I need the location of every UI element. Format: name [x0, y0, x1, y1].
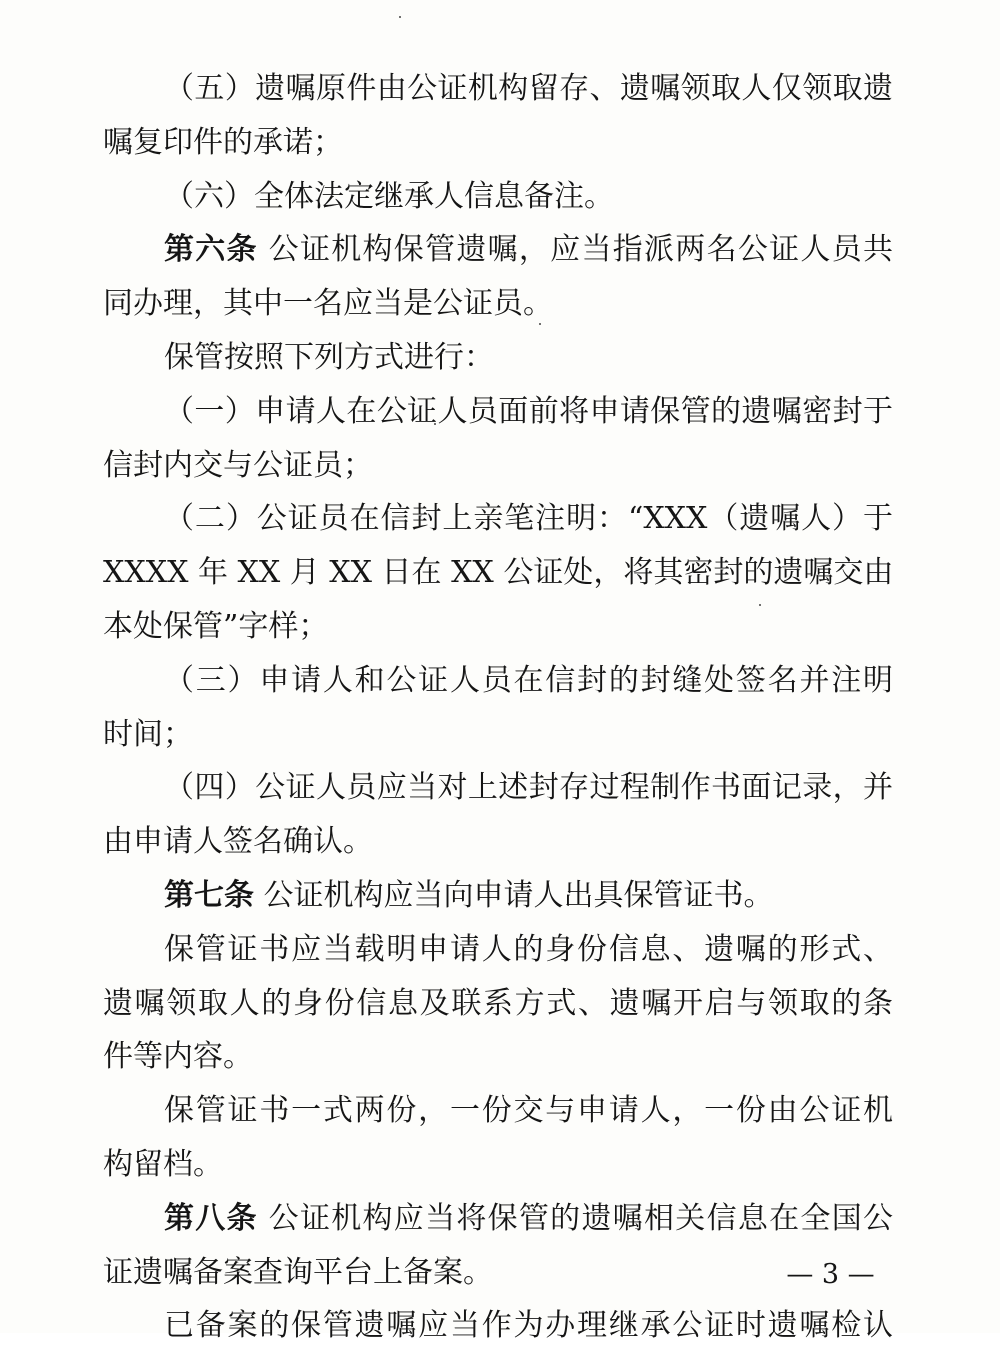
- text-line: （五）遗嘱原件由公证机构留存、遗嘱领取人仅领取遗: [164, 71, 893, 106]
- article-text: 公证机构应当向申请人出具保管证书。: [254, 877, 774, 913]
- text-line: 保管按照下列方式进行：: [164, 339, 494, 375]
- page-number: — 3 —: [786, 1259, 875, 1290]
- text-line: 件等内容。: [103, 1039, 253, 1075]
- text-line: 保管证书应当载明申请人的身份信息、遗嘱的形式、: [164, 931, 893, 967]
- text-line: （四）公证人员应当对上述封存过程制作书面记录，并: [164, 770, 893, 806]
- article-heading: 第八条: [164, 1200, 258, 1236]
- text-line: 证遗嘱备案查询平台上备案。: [103, 1254, 493, 1290]
- text-line: （一）申请人在公证人员面前将申请保管的遗嘱密封于: [164, 393, 893, 429]
- text-line: （二）公证员在信封上亲笔注明：“XXX（遗嘱人）于: [164, 501, 893, 537]
- text-line: [103, 1192, 893, 1246]
- scan-speck: [399, 16, 401, 18]
- text-line: 嘱复印件的承诺；: [103, 124, 343, 160]
- article-text: 公证机构保管遗嘱，应当指派两名公证人员共: [257, 232, 893, 268]
- text-line: 构留档。: [103, 1146, 223, 1182]
- text-line: [103, 223, 893, 277]
- text-line: 时间；: [103, 716, 193, 752]
- text-line: 同办理，其中一名应当是公证员。: [103, 286, 553, 322]
- article-text: 公证机构应当将保管的遗嘱相关信息在全国公: [257, 1200, 893, 1236]
- article-heading: 第六条: [164, 232, 258, 268]
- text-line: [103, 869, 893, 923]
- text-line: （三）申请人和公证人员在信封的封缝处签名并注明: [164, 662, 893, 698]
- text-line: 本处保管”字样；: [103, 608, 329, 644]
- text-line: XXXX 年 XX 月 XX 日在 XX 公证处，将其密封的遗嘱交由: [103, 555, 893, 591]
- text-line: 保管证书一式两份，一份交与申请人，一份由公证机: [164, 1093, 893, 1129]
- text-line: 信封内交与公证员；: [103, 447, 373, 483]
- text-line: （六）全体法定继承人信息备注。: [164, 178, 614, 214]
- text-line: 已备案的保管遗嘱应当作为办理继承公证时遗嘱检认: [164, 1308, 893, 1344]
- text-line: 遗嘱领取人的身份信息及联系方式、遗嘱开启与领取的条: [103, 985, 893, 1021]
- document-body: [103, 62, 893, 1353]
- article-heading: 第七条: [164, 877, 254, 913]
- text-line: 由申请人签名确认。: [103, 824, 373, 860]
